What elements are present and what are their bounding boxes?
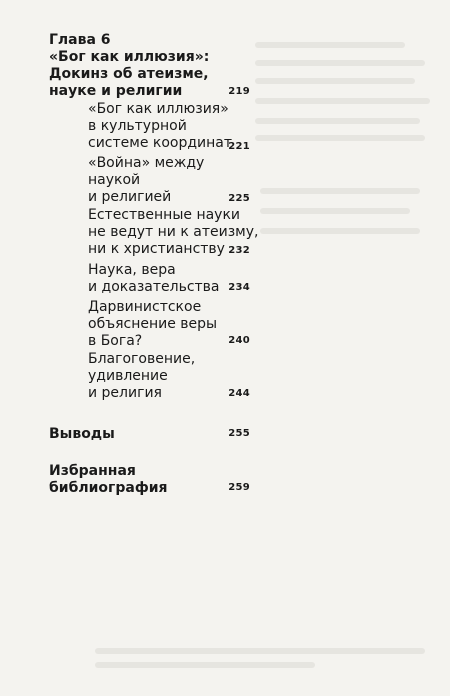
section-title-line: ни к христианству — [88, 241, 225, 257]
section-title-line: удивление — [88, 368, 168, 384]
toc-section — [88, 207, 259, 258]
section-title-line: Наука, вера — [88, 262, 176, 278]
bibliography-title-line: библиография — [49, 480, 168, 496]
toc-section — [88, 262, 250, 296]
section-title-line: «Война» между — [88, 155, 205, 171]
bibliography-title-line: Избранная — [49, 463, 136, 479]
section-title-line: объяснение веры — [88, 316, 218, 332]
page-number: 232 — [228, 245, 250, 256]
show-through — [95, 662, 315, 668]
chapter-title-line: науке и религии — [49, 83, 183, 99]
section-title-line: не ведут ни к атеизму, — [88, 224, 259, 240]
toc-section — [88, 299, 250, 350]
show-through — [260, 188, 420, 194]
page-number: 255 — [228, 428, 250, 439]
section-title-line: Дарвинистское — [88, 299, 202, 315]
section-title-line: и религией — [88, 189, 172, 205]
page-number: 234 — [228, 282, 250, 293]
section-title-line: системе координат — [88, 135, 233, 151]
show-through — [255, 78, 415, 84]
show-through — [255, 98, 430, 104]
page-number: 259 — [228, 482, 250, 493]
show-through — [260, 228, 420, 234]
page-number: 244 — [228, 388, 250, 399]
show-through — [255, 60, 425, 66]
section-title-line: наукой — [88, 172, 141, 188]
section-title-line: «Бог как иллюзия» — [88, 101, 229, 117]
chapter-title-line: «Бог как иллюзия»: — [49, 49, 210, 65]
section-title-line: и доказательства — [88, 279, 220, 295]
toc-section — [88, 101, 250, 152]
page-number: 219 — [228, 86, 250, 97]
page-number: 240 — [228, 335, 250, 346]
section-title-line: в Бога? — [88, 333, 143, 349]
show-through — [255, 118, 420, 124]
conclusions-title: Выводы — [49, 426, 115, 442]
show-through — [95, 648, 425, 654]
page-number: 221 — [228, 141, 250, 152]
section-title-line: в культурной — [88, 118, 187, 134]
toc-chapter — [49, 32, 250, 100]
chapter-title-line: Докинз об атеизме, — [49, 66, 209, 82]
show-through — [255, 42, 405, 48]
page-number: 225 — [228, 193, 250, 204]
section-title-line: Благоговение, — [88, 351, 196, 367]
chapter-title-line: Глава 6 — [49, 32, 111, 48]
toc-section — [88, 351, 250, 402]
show-through — [260, 208, 410, 214]
toc-bibliography — [49, 463, 250, 497]
section-title-line: и религия — [88, 385, 162, 401]
section-title-line: Естественные науки — [88, 207, 241, 223]
show-through — [255, 135, 425, 141]
toc-section — [88, 155, 250, 206]
toc-conclusions — [49, 426, 250, 443]
